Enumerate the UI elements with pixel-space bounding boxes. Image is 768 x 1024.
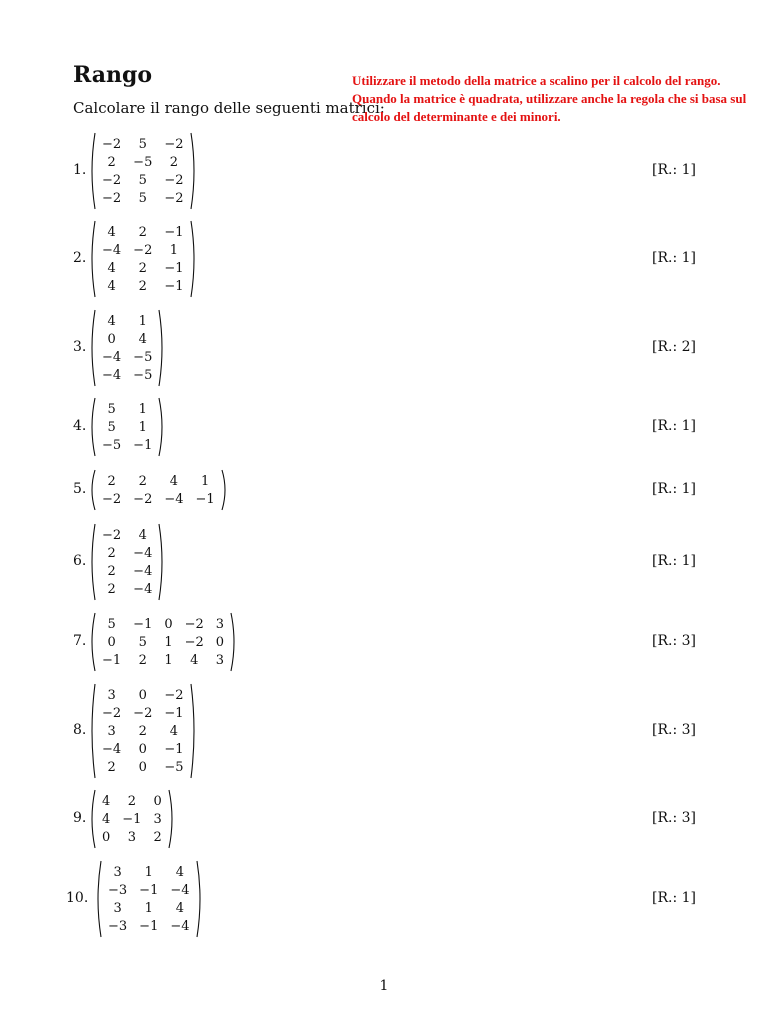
answer-label: [R.: 1] [652,162,696,178]
right-parenthesis [158,397,166,457]
matrix-cell: 2 [107,563,116,579]
matrix-cell: 1 [164,634,173,650]
left-parenthesis [88,220,96,298]
matrix-cell: −4 [133,545,153,561]
matrix-cell: 5 [138,190,147,206]
matrix-cell: 4 [138,527,147,543]
matrix-cell: −1 [164,705,184,721]
matrix-cell: 0 [138,759,147,775]
matrix-cell: 4 [107,260,116,276]
answer-label: [R.: 3] [652,722,696,738]
matrix-cell: −4 [102,741,122,757]
matrix-cell: −1 [133,616,153,632]
matrix [88,220,198,298]
matrix-cell: −5 [133,367,153,383]
matrix-row [96,544,158,562]
matrix-cell: 5 [138,136,147,152]
matrix-cell: −2 [184,634,204,650]
matrix-row [96,722,190,740]
matrix-cell: 4 [102,793,111,809]
matrix-cell: −1 [122,811,142,827]
exercise-number: 2. [73,250,87,266]
matrix-row [96,135,190,153]
right-parenthesis [230,612,238,672]
right-parenthesis [196,860,204,938]
matrix-cell: −2 [102,705,122,721]
matrix-cell: −4 [102,242,122,258]
matrix-cell: 5 [107,401,116,417]
left-parenthesis [88,683,96,779]
matrix-table [96,135,190,207]
matrix-row [96,171,190,189]
matrix-cell: 2 [138,224,147,240]
matrix [88,309,166,387]
matrix-cell: 4 [175,864,185,880]
matrix-cell: 0 [107,634,116,650]
matrix-row [96,562,158,580]
matrix-cell: −2 [102,172,122,188]
matrix-row [96,633,230,651]
matrix-cell: 3 [215,616,225,632]
matrix-cell: 3 [113,864,122,880]
matrix-cell: 4 [175,900,185,916]
matrix [88,397,166,457]
matrix-row [96,580,158,598]
matrix-row [96,704,190,722]
matrix-cell: 3 [107,687,116,703]
matrix-cell: −1 [139,918,159,934]
matrix-cell: 2 [138,473,147,489]
matrix-cell: −2 [102,190,122,206]
matrix-cell: 1 [164,652,173,668]
answer-label: [R.: 3] [652,633,696,649]
matrix-row [96,241,190,259]
left-parenthesis [88,132,96,210]
matrix-cell: 5 [107,616,116,632]
matrix-row [96,615,230,633]
exercise-number: 5. [73,481,87,497]
matrix-row [96,526,158,544]
matrix-row [96,436,158,454]
matrix-cell: −2 [102,136,122,152]
matrix-cell: −1 [164,741,184,757]
matrix-row [96,472,221,490]
exercise-number: 7. [73,633,87,649]
left-parenthesis [88,397,96,457]
matrix-row [96,312,158,330]
exercise-number: 3. [73,339,87,355]
matrix-cell: 0 [215,634,225,650]
matrix-table [102,863,196,935]
exercise-number: 4. [73,418,87,434]
matrix-cell: −5 [164,759,184,775]
matrix-cell: 2 [138,260,147,276]
matrix-cell: −2 [164,687,184,703]
matrix-cell: 0 [138,741,147,757]
matrix-cell: −4 [102,367,122,383]
matrix-cell: −1 [164,260,184,276]
matrix-cell: 2 [169,154,179,170]
matrix-cell: 1 [138,313,147,329]
matrix-row [102,863,196,881]
matrix-cell: 2 [138,278,147,294]
matrix-table [96,686,190,776]
left-parenthesis [88,469,96,511]
matrix-cell: 3 [127,829,136,845]
matrix-cell: 2 [107,759,116,775]
matrix-table [96,223,190,295]
matrix-table [96,312,158,384]
note-box [352,72,747,126]
matrix-row [96,490,221,508]
matrix-row [96,651,230,669]
matrix-cell: 0 [107,331,116,347]
left-parenthesis [88,523,96,601]
matrix-cell: 0 [164,616,173,632]
matrix-cell: −2 [102,491,122,507]
matrix-cell: 1 [200,473,210,489]
matrix-row [96,259,190,277]
matrix-cell: −2 [133,242,153,258]
matrix-cell: 2 [153,829,162,845]
note-line-1: Utilizzare il metodo della matrice a scalino per il calcolo del rango. [352,73,721,88]
matrix-cell: −4 [170,918,190,934]
matrix-cell: −4 [133,563,153,579]
matrix-row [96,366,158,384]
matrix-cell: 4 [190,652,199,668]
matrix-cell: −5 [102,437,122,453]
right-parenthesis [190,683,198,779]
matrix-row [96,828,168,846]
matrix-cell: −1 [164,278,184,294]
matrix-cell: −3 [108,918,128,934]
matrix-row [102,881,196,899]
matrix-cell: 5 [138,634,147,650]
matrix-cell: 3 [215,652,225,668]
matrix-cell: 0 [102,829,111,845]
exercise-number: 1. [73,162,87,178]
matrix-table [96,526,158,598]
matrix-cell: 4 [107,224,116,240]
matrix-cell: −1 [139,882,159,898]
matrix-cell: −2 [164,190,184,206]
matrix-row [96,277,190,295]
matrix-row [96,686,190,704]
matrix-row [96,792,168,810]
matrix-cell: −2 [184,616,204,632]
matrix-row [96,810,168,828]
matrix-row [96,153,190,171]
matrix-row [102,917,196,935]
left-parenthesis [94,860,102,938]
matrix-cell: −2 [164,172,184,188]
matrix-row [96,758,190,776]
matrix-cell: 4 [102,811,111,827]
left-parenthesis [88,309,96,387]
matrix-row [96,400,158,418]
matrix-cell: 3 [153,811,162,827]
exercise-number: 8. [73,722,87,738]
matrix-row [96,348,158,366]
matrix-cell: 1 [138,401,147,417]
matrix-cell: 1 [169,242,179,258]
answer-label: [R.: 1] [652,553,696,569]
matrix-cell: −5 [133,154,153,170]
left-parenthesis [88,789,96,849]
matrix-row [96,330,158,348]
matrix [88,132,198,210]
exercise-number: 10. [66,890,89,906]
matrix-cell: −1 [195,491,215,507]
matrix-cell: −2 [164,136,184,152]
matrix-cell: 2 [107,581,116,597]
matrix-cell: 1 [144,864,153,880]
matrix-cell: 2 [107,154,116,170]
matrix-cell: −1 [102,652,122,668]
matrix-cell: −2 [102,527,122,543]
matrix-cell: 2 [107,545,116,561]
matrix-cell: 2 [138,723,147,739]
left-parenthesis [88,612,96,672]
answer-label: [R.: 1] [652,250,696,266]
matrix-cell: 1 [138,419,147,435]
matrix [94,860,204,938]
matrix-cell: −1 [133,437,153,453]
page-title: Rango [73,62,153,88]
matrix-cell: 4 [138,331,147,347]
matrix [88,789,176,849]
matrix-cell: 4 [107,313,116,329]
matrix [88,469,229,511]
matrix-cell: 4 [169,723,179,739]
answer-label: [R.: 2] [652,339,696,355]
right-parenthesis [221,469,229,511]
matrix-cell: 1 [144,900,153,916]
matrix-cell: 0 [153,793,162,809]
matrix-cell: 4 [169,473,179,489]
matrix-cell: 2 [107,473,116,489]
instructions-text: Calcolare il rango delle seguenti matrici: [73,99,385,117]
matrix-row [96,418,158,436]
matrix-cell: 2 [138,652,147,668]
matrix-cell: −2 [133,705,153,721]
exercise-number: 6. [73,553,87,569]
page-number: 1 [379,978,389,994]
matrix-cell: −3 [108,882,128,898]
answer-label: [R.: 3] [652,810,696,826]
matrix-cell: 2 [127,793,136,809]
matrix-cell: −4 [164,491,184,507]
right-parenthesis [190,220,198,298]
matrix-cell: 5 [107,419,116,435]
right-parenthesis [158,309,166,387]
matrix [88,683,198,779]
answer-label: [R.: 1] [652,481,696,497]
matrix-cell: 3 [107,723,116,739]
matrix [88,612,238,672]
matrix-row [96,189,190,207]
matrix-cell: 5 [138,172,147,188]
matrix-cell: 4 [107,278,116,294]
matrix-table [96,615,230,669]
answer-label: [R.: 1] [652,418,696,434]
matrix-cell: −4 [102,349,122,365]
answer-label: [R.: 1] [652,890,696,906]
right-parenthesis [168,789,176,849]
right-parenthesis [190,132,198,210]
matrix-table [96,792,168,846]
matrix [88,523,166,601]
right-parenthesis [158,523,166,601]
matrix-cell: −4 [133,581,153,597]
exercise-number: 9. [73,810,87,826]
matrix-row [102,899,196,917]
matrix-table [96,400,158,454]
matrix-cell: 0 [138,687,147,703]
matrix-cell: −4 [170,882,190,898]
matrix-row [96,740,190,758]
matrix-row [96,223,190,241]
matrix-table [96,472,221,508]
note-line-2: Quando la matrice è quadrata, utilizzare anche la regola che si basa sul calcolo del determinante e dei minori. [352,91,747,124]
matrix-cell: 3 [113,900,122,916]
matrix-cell: −2 [133,491,153,507]
matrix-cell: −1 [164,224,184,240]
matrix-cell: −5 [133,349,153,365]
